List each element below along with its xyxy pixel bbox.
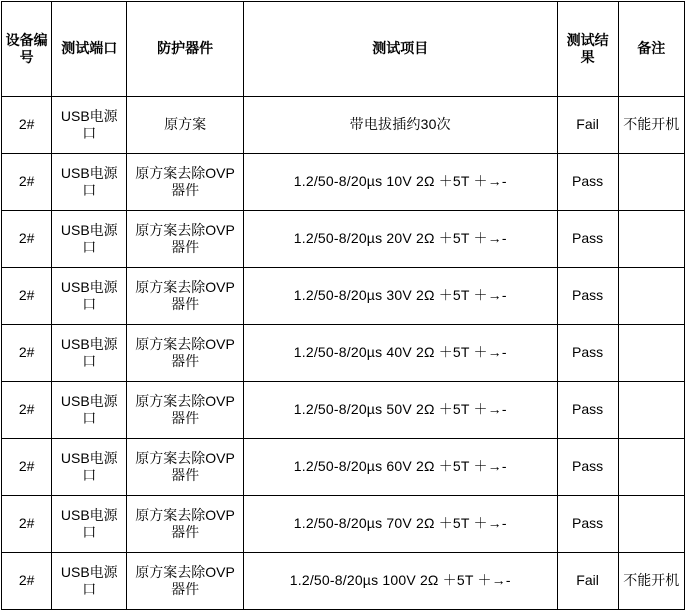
column-header-device-id: 设备编号 (2, 2, 52, 97)
cell-test-item: 1.2/50-8/20µs 40V 2Ω ＋5T ＋→- (243, 325, 557, 382)
table-body (2, 97, 685, 610)
cell-test-result: Pass (557, 268, 618, 325)
table-header (2, 2, 685, 97)
test-results-table (1, 1, 685, 610)
table-row (2, 97, 685, 154)
cell-device-id: 2# (2, 268, 52, 325)
cell-test-item: 1.2/50-8/20µs 100V 2Ω ＋5T ＋→- (243, 553, 557, 610)
cell-protection-device: 原方案去除OVP器件 (127, 211, 244, 268)
cell-device-id: 2# (2, 211, 52, 268)
cell-device-id: 2# (2, 325, 52, 382)
cell-device-id: 2# (2, 154, 52, 211)
cell-test-result: Pass (557, 325, 618, 382)
cell-protection-device: 原方案去除OVP器件 (127, 154, 244, 211)
cell-test-port: USB电源口 (52, 382, 127, 439)
cell-test-port: USB电源口 (52, 154, 127, 211)
cell-test-result: Pass (557, 382, 618, 439)
cell-remark: 不能开机 (618, 97, 684, 154)
cell-remark (618, 211, 684, 268)
cell-remark (618, 154, 684, 211)
cell-protection-device: 原方案去除OVP器件 (127, 382, 244, 439)
cell-protection-device: 原方案去除OVP器件 (127, 496, 244, 553)
cell-test-port: USB电源口 (52, 211, 127, 268)
cell-test-item: 1.2/50-8/20µs 50V 2Ω ＋5T ＋→- (243, 382, 557, 439)
table-header-row (2, 2, 685, 97)
cell-device-id: 2# (2, 496, 52, 553)
cell-test-result: Pass (557, 154, 618, 211)
cell-test-result: Pass (557, 211, 618, 268)
table-row (2, 268, 685, 325)
cell-device-id: 2# (2, 439, 52, 496)
cell-test-item: 1.2/50-8/20µs 30V 2Ω ＋5T ＋→- (243, 268, 557, 325)
table-row (2, 553, 685, 610)
cell-remark (618, 268, 684, 325)
cell-remark (618, 439, 684, 496)
cell-test-item: 1.2/50-8/20µs 60V 2Ω ＋5T ＋→- (243, 439, 557, 496)
column-header-test-item: 测试项目 (243, 2, 557, 97)
cell-remark (618, 496, 684, 553)
cell-test-port: USB电源口 (52, 439, 127, 496)
cell-test-item: 1.2/50-8/20µs 10V 2Ω ＋5T ＋→- (243, 154, 557, 211)
cell-test-result: Pass (557, 439, 618, 496)
column-header-test-port: 测试端口 (52, 2, 127, 97)
cell-device-id: 2# (2, 553, 52, 610)
cell-protection-device: 原方案去除OVP器件 (127, 268, 244, 325)
cell-test-result: Fail (557, 553, 618, 610)
cell-test-port: USB电源口 (52, 496, 127, 553)
cell-device-id: 2# (2, 382, 52, 439)
column-header-test-result: 测试结果 (557, 2, 618, 97)
table-row (2, 382, 685, 439)
column-header-protection-device: 防护器件 (127, 2, 244, 97)
cell-test-result: Pass (557, 496, 618, 553)
cell-test-item: 1.2/50-8/20µs 20V 2Ω ＋5T ＋→- (243, 211, 557, 268)
cell-device-id: 2# (2, 97, 52, 154)
cell-protection-device: 原方案去除OVP器件 (127, 553, 244, 610)
cell-test-result: Fail (557, 97, 618, 154)
cell-test-port: USB电源口 (52, 553, 127, 610)
cell-test-item: 带电拔插约30次 (243, 97, 557, 154)
cell-test-item: 1.2/50-8/20µs 70V 2Ω ＋5T ＋→- (243, 496, 557, 553)
column-header-remark: 备注 (618, 2, 684, 97)
table-row (2, 211, 685, 268)
cell-test-port: USB电源口 (52, 325, 127, 382)
cell-remark (618, 382, 684, 439)
cell-remark: 不能开机 (618, 553, 684, 610)
cell-protection-device: 原方案去除OVP器件 (127, 325, 244, 382)
table-row (2, 154, 685, 211)
cell-protection-device: 原方案 (127, 97, 244, 154)
table-row (2, 439, 685, 496)
cell-test-port: USB电源口 (52, 97, 127, 154)
cell-protection-device: 原方案去除OVP器件 (127, 439, 244, 496)
table-row (2, 325, 685, 382)
cell-test-port: USB电源口 (52, 268, 127, 325)
table-row (2, 496, 685, 553)
cell-remark (618, 325, 684, 382)
